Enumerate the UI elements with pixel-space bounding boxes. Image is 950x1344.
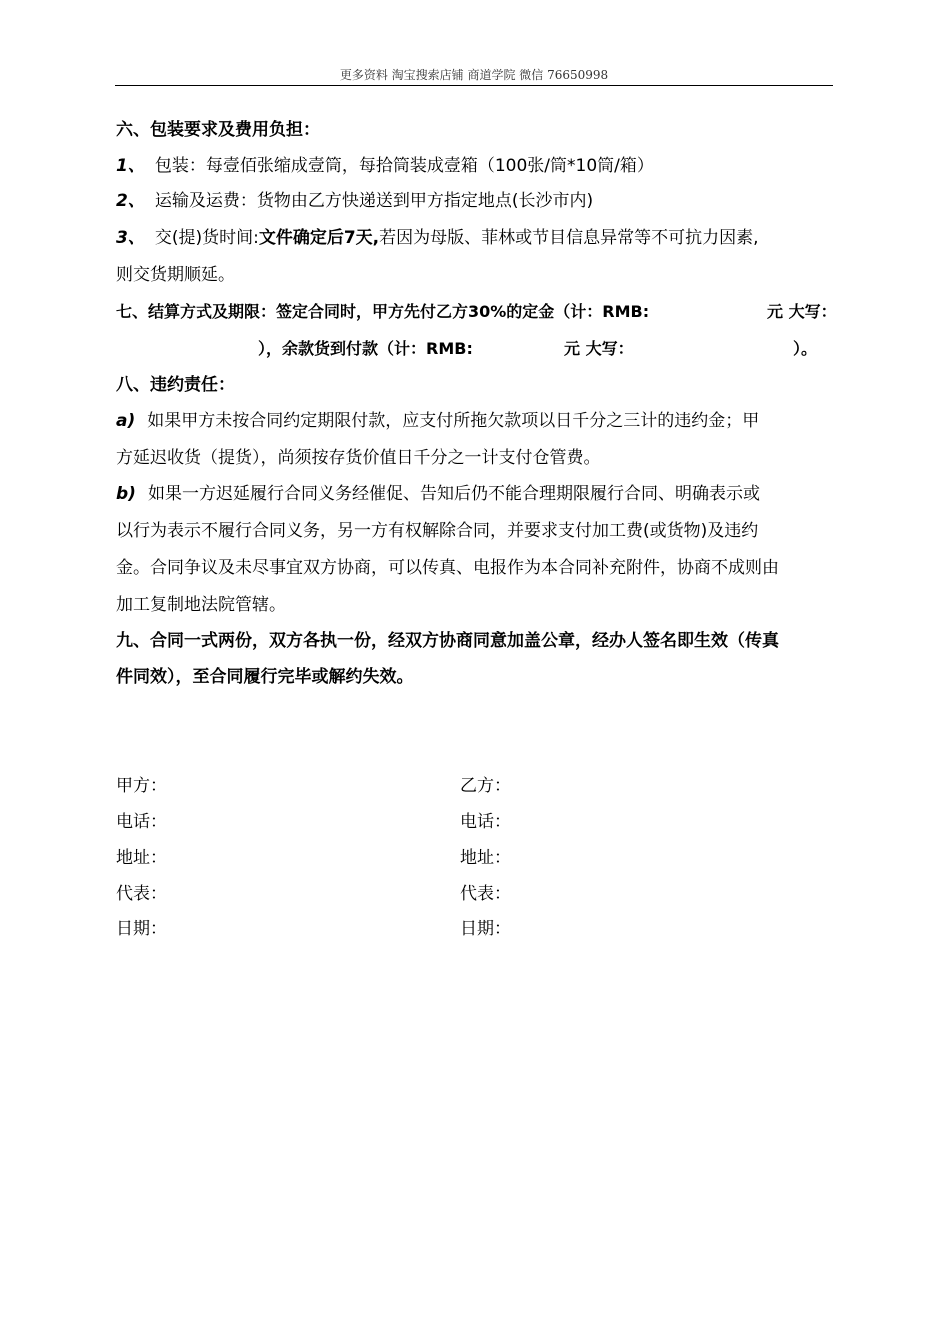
section-7-title: 七、结算方式及期限：签定合同时，甲方先付乙方30%的定金（计：RMB: xyxy=(116,302,650,321)
item-text: 交(提)货时间: xyxy=(154,228,259,248)
party-a-date: 日期： xyxy=(116,919,167,939)
item-text-cont: 若因为母版、菲林或节目信息异常等不可抗力因素, xyxy=(379,228,759,248)
party-b-representative: 代表： xyxy=(460,884,511,904)
section-8-a-line-2: 方延迟收货（提货），尚须按存货价值日千分之一计支付仓管费。 xyxy=(116,448,601,468)
section-7-amount-caps-label: 元 大写： xyxy=(767,302,837,321)
section-7-caps-label-2: 元 大写： xyxy=(564,339,634,358)
party-a-label: 甲方： xyxy=(116,776,167,796)
section-8-b-line-3: 金。合同争议及未尽事宜双方协商，可以传真、电报作为本合同补充附件，协商不成则由 xyxy=(116,558,779,578)
item-text: 包装：每壹佰张缩成壹筒，每拾筒装成壹箱（100张/筒*10筒/箱） xyxy=(154,156,654,176)
party-b-address: 地址： xyxy=(460,848,511,868)
item-number: 3、 xyxy=(116,228,145,248)
item-text: 运输及运费：货物由乙方快递送到甲方指定地点(长沙市内) xyxy=(154,191,594,211)
section-8-b-line-1 xyxy=(116,483,760,505)
section-6-item-3 xyxy=(116,227,759,249)
section-6-item-1 xyxy=(116,155,654,177)
section-6-title: 六、包装要求及费用负担： xyxy=(116,120,320,140)
section-8-a-line-1 xyxy=(116,410,759,432)
section-7-line-1 xyxy=(116,301,649,323)
page-header: 更多资料 淘宝搜索店铺 商道学院 微信 76650998 xyxy=(339,68,609,82)
party-a-representative: 代表： xyxy=(116,884,167,904)
header-divider xyxy=(115,85,833,86)
party-b-date: 日期： xyxy=(460,919,511,939)
section-8-b-line-2: 以行为表示不履行合同义务，另一方有权解除合同，并要求支付加工费(或货物)及违约 xyxy=(116,521,759,541)
clause-label-b: b) xyxy=(116,484,136,504)
party-a-address: 地址： xyxy=(116,848,167,868)
section-9-line-2: 件同效），至合同履行完毕或解约失效。 xyxy=(116,667,414,687)
section-6-item-2 xyxy=(116,190,593,212)
section-6-item-3-cont: 则交货期顺延。 xyxy=(116,265,235,285)
party-b-phone: 电话： xyxy=(460,812,511,832)
item-number: 1、 xyxy=(116,156,145,176)
party-a-phone: 电话： xyxy=(116,812,167,832)
delivery-term: 文件确定后7天, xyxy=(258,228,380,248)
section-8-b-line-4: 加工复制地法院管辖。 xyxy=(116,595,286,615)
section-7-close: ）。 xyxy=(793,339,818,358)
section-8-title: 八、违约责任： xyxy=(116,375,235,395)
item-number: 2、 xyxy=(116,191,145,211)
party-b-label: 乙方： xyxy=(460,776,511,796)
section-7-line-2: ），余款货到付款（计：RMB: xyxy=(258,339,473,358)
section-9-line-1: 九、合同一式两份，双方各执一份，经双方协商同意加盖公章，经办人签名即生效（传真 xyxy=(116,631,779,651)
clause-text: 如果甲方未按合同约定期限付款，应支付所拖欠款项以日千分之三计的违约金；甲 xyxy=(147,411,760,431)
clause-text: 如果一方迟延履行合同义务经催促、告知后仍不能合理期限履行合同、明确表示或 xyxy=(147,484,760,504)
clause-label-a: a) xyxy=(116,411,136,431)
